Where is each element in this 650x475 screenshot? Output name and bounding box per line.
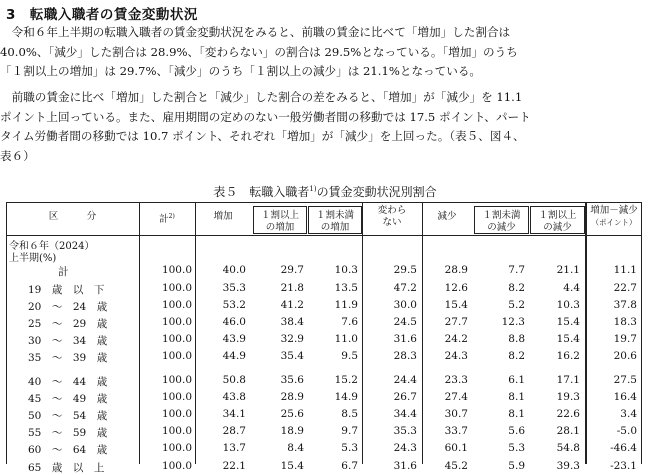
table-cell: 17.1 [556, 374, 580, 386]
table-cell: 22.1 [222, 460, 246, 472]
table-cell: 21.8 [280, 282, 304, 294]
table-cell: 31.6 [393, 333, 417, 345]
paragraph-line: タイム労働者間の移動では 10.7 ポイント、それぞれ「増加」が「減少」を上回った。（表５、図４、 [0, 129, 525, 143]
table-cell: 11.9 [334, 299, 358, 311]
paragraph-1 [0, 23, 650, 82]
table-cell: 34.1 [222, 408, 246, 420]
table-cell: 11.0 [334, 333, 358, 345]
table-cell: 30.0 [393, 299, 417, 311]
table-cell: 5.3 [508, 442, 525, 454]
table-cell: 7.7 [508, 264, 525, 276]
table-header-rule [6, 235, 642, 236]
table-cell: 24.3 [444, 350, 468, 362]
table-cell: 28.1 [556, 425, 580, 437]
table-cell: 28.7 [222, 425, 246, 437]
table-cell: 16.2 [556, 350, 580, 362]
table-cell: 60.1 [444, 442, 468, 454]
header-unchanged: 変わら ない [377, 205, 407, 228]
table-cell: 8.1 [508, 408, 525, 420]
table-cell: 24.2 [444, 333, 468, 345]
table-cell: -5.0 [616, 425, 637, 437]
period-unit-label: 上半期(%) [9, 253, 57, 264]
table-cell: 100.0 [161, 333, 192, 345]
table-cell: 15.4 [556, 333, 580, 345]
table-title: 表５ 転職入職者$^{1)}$の賃金変動状況別割合 [213, 185, 437, 199]
table-cell: 15.4 [280, 460, 304, 472]
table-cell: 50.8 [222, 374, 246, 386]
header-decrease-under10: １割未満 の減少 [474, 206, 529, 234]
table-cell: 7.6 [341, 316, 358, 328]
table-cell: 100.0 [161, 264, 192, 276]
table-cell: 8.5 [341, 408, 358, 420]
table-cell: 100.0 [161, 408, 192, 420]
table-cell: 40.0 [222, 264, 246, 276]
table-cell: 43.9 [222, 333, 246, 345]
row-label: 30 〜 34 歳 [28, 335, 108, 347]
table-cell: 22.7 [613, 282, 637, 294]
wage-change-table [6, 202, 642, 474]
table-cell: 8.2 [508, 282, 525, 294]
section-heading: 3 転職入職者の賃金変動状況 [6, 7, 198, 23]
table-cell: 100.0 [161, 316, 192, 328]
table-cell: 10.3 [334, 264, 358, 276]
table-cell: 11.1 [613, 264, 637, 276]
table-cell: 32.9 [280, 333, 304, 345]
table-cell: 5.6 [508, 425, 525, 437]
table-border-left [6, 202, 7, 464]
table-cell: 5.9 [508, 460, 525, 472]
table-cell: 19.7 [613, 333, 637, 345]
table-cell: 35.4 [280, 350, 304, 362]
table-cell: -46.4 [610, 442, 637, 454]
table-cell: 100.0 [161, 374, 192, 386]
header-decrease-10plus: １割以上 の減少 [530, 206, 585, 234]
table-cell: 6.1 [508, 374, 525, 386]
table-cell: 19.3 [556, 391, 580, 403]
table-cell: 100.0 [161, 425, 192, 437]
table-cell: 21.1 [556, 264, 580, 276]
header-difference: 増加－減少 （ポイント） [590, 205, 638, 227]
header-increase: 増加 [213, 211, 233, 222]
table-cell: 24.4 [393, 374, 417, 386]
table-cell: 100.0 [161, 460, 192, 472]
row-label: 35 〜 39 歳 [28, 352, 108, 364]
table-cell: 38.4 [280, 316, 304, 328]
table-cell: 100.0 [161, 299, 192, 311]
table-cell: 12.3 [501, 316, 525, 328]
table-cell: 9.7 [341, 425, 358, 437]
paragraph-line: 令和６年上半期の転職入職者の賃金変動状況をみると、前職の賃金に比べて「増加」した割合は [0, 25, 511, 39]
table-cell: 54.8 [556, 442, 580, 454]
table-cell: 46.0 [222, 316, 246, 328]
row-label: 55 〜 59 歳 [28, 427, 108, 439]
table-cell: 30.7 [444, 408, 468, 420]
table-cell: 26.7 [393, 391, 417, 403]
header-total: 計$^{2)}$ [159, 213, 175, 226]
table-cell: 28.9 [280, 391, 304, 403]
table-cell: 35.3 [222, 282, 246, 294]
table-cell: 47.2 [393, 282, 417, 294]
table-cell: 100.0 [161, 391, 192, 403]
table-cell: 41.2 [280, 299, 304, 311]
row-label: 60 〜 64 歳 [28, 444, 108, 456]
table-top-rule [6, 202, 642, 203]
table-cell: 29.7 [280, 264, 304, 276]
table-cell: 4.4 [563, 282, 580, 294]
table-cell: 8.4 [287, 442, 304, 454]
table-cell: 15.4 [556, 316, 580, 328]
table-cell: 5.3 [341, 442, 358, 454]
table-cell: 14.9 [334, 391, 358, 403]
table-border-right [641, 202, 642, 464]
table-cell: 33.7 [444, 425, 468, 437]
table-cell: 8.8 [508, 333, 525, 345]
table-cell: 44.9 [222, 350, 246, 362]
paragraph-line: 「１割以上の増加」は 29.7%、「減少」のうち「１割以上の減少」は 21.1%となっている。 [0, 64, 482, 78]
table-cell: 31.6 [393, 460, 417, 472]
table-cell: 15.2 [334, 374, 358, 386]
table-cell: 6.7 [341, 460, 358, 472]
table-cell: 100.0 [161, 350, 192, 362]
table-cell: 29.5 [393, 264, 417, 276]
table-cell: 45.2 [444, 460, 468, 472]
table-cell: 28.3 [393, 350, 417, 362]
table-cell: 22.6 [556, 408, 580, 420]
table-cell: 27.4 [444, 391, 468, 403]
paragraph-2 [0, 88, 650, 166]
paragraph-line: 前職の賃金に比べ「増加」した割合と「減少」した割合の差をみると、「増加」が「減少」を 11.1 [0, 90, 523, 104]
table-cell: 25.6 [280, 408, 304, 420]
table-cell: 100.0 [161, 282, 192, 294]
row-label: 50 〜 54 歳 [28, 410, 108, 422]
row-label: 20 〜 24 歳 [28, 301, 108, 313]
paragraph-line: 40.0%、「減少」した割合は 28.9%、「変わらない」の割合は 29.5%となっている。「増加」のうち [0, 44, 518, 59]
table-cell: 28.9 [444, 264, 468, 276]
table-cell: 16.4 [613, 391, 637, 403]
table-cell: 15.4 [444, 299, 468, 311]
table-cell: 8.1 [508, 391, 525, 403]
table-cell: 18.3 [613, 316, 637, 328]
row-label: 65 歳 以 上 [28, 462, 105, 474]
table-cell: 9.5 [341, 350, 358, 362]
table-cell: 13.7 [222, 442, 246, 454]
table-cell: 20.6 [613, 350, 637, 362]
table-cell: 5.2 [508, 299, 525, 311]
paragraph-line: ポイント上回っている。また、雇用期間の定めのない一般労働者間の移動では 17.5 ポイント、パート [0, 109, 531, 124]
row-label: 40 〜 44 歳 [28, 376, 108, 388]
table-cell: 13.5 [334, 282, 358, 294]
header-decrease: 減少 [437, 211, 457, 222]
row-label: 計 [58, 266, 69, 278]
table-cell: 18.9 [280, 425, 304, 437]
header-category: 区 分 [48, 211, 97, 222]
table-cell: 23.3 [444, 374, 468, 386]
table-cell: 24.3 [393, 442, 417, 454]
table-cell: 34.4 [393, 408, 417, 420]
paragraph-line: 表６） [0, 148, 35, 163]
table-cell: 24.5 [393, 316, 417, 328]
table-cell: 53.2 [222, 299, 246, 311]
table-cell: 27.7 [444, 316, 468, 328]
table-cell: 35.3 [393, 425, 417, 437]
row-label: 45 〜 49 歳 [28, 393, 108, 405]
table-cell: 37.8 [613, 299, 637, 311]
table-cell: 12.6 [444, 282, 468, 294]
table-cell: 3.4 [620, 408, 637, 420]
table-cell: -23.1 [610, 460, 637, 472]
table-cell: 8.2 [508, 350, 525, 362]
table-cell: 35.6 [280, 374, 304, 386]
header-increase-10plus: １割以上 の増加 [253, 206, 307, 234]
row-label: 19 歳 以 下 [28, 284, 105, 296]
header-increase-under10: １割未満 の増加 [308, 206, 362, 234]
table-cell: 27.5 [613, 374, 637, 386]
table-cell: 43.8 [222, 391, 246, 403]
table-cell: 39.3 [556, 460, 580, 472]
row-label: 25 〜 29 歳 [28, 318, 108, 330]
table-cell: 10.3 [556, 299, 580, 311]
table-cell: 100.0 [161, 442, 192, 454]
period-label: 令和６年（2024） [9, 241, 95, 252]
